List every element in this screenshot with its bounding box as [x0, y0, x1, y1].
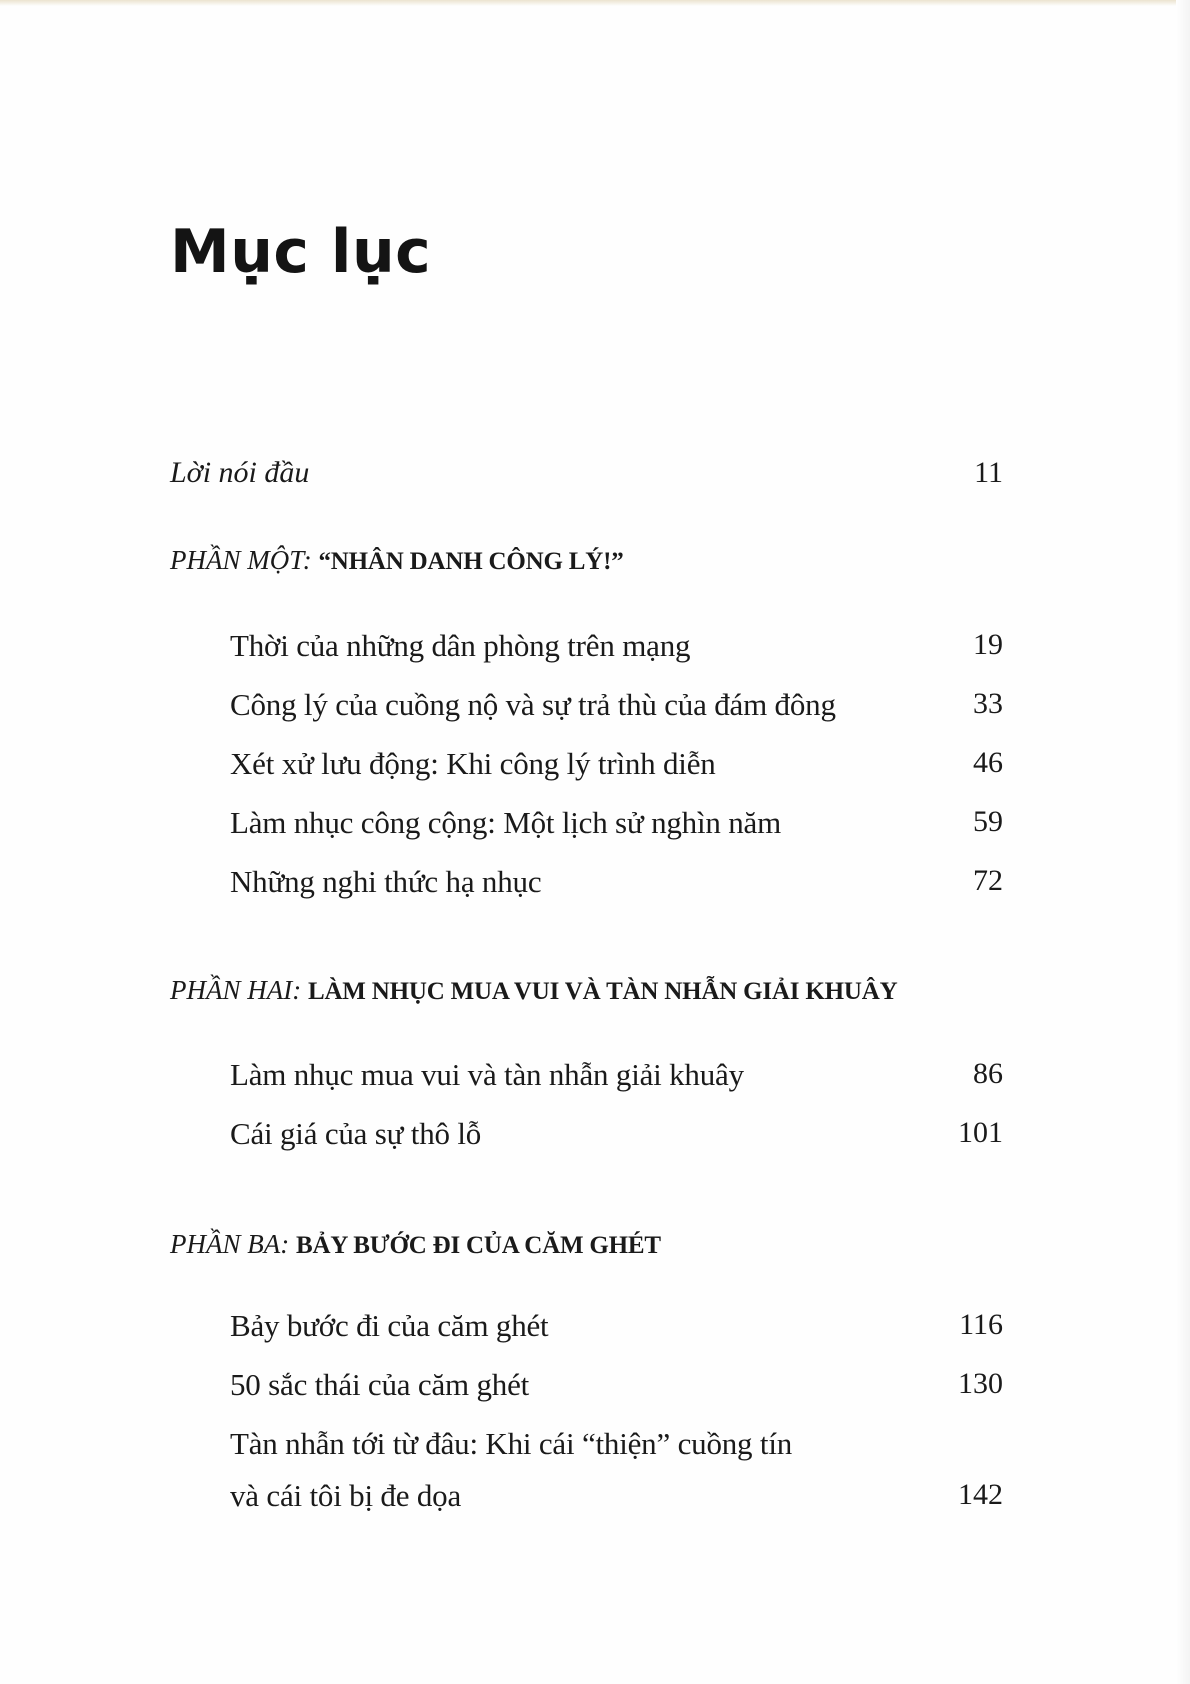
page-title: Mục lục: [170, 217, 432, 287]
toc-part-heading: [170, 975, 897, 1006]
toc-chapter-page: 101: [958, 1116, 1003, 1149]
toc-chapter-title: Cái giá của sự thô lỗ: [230, 1116, 482, 1151]
toc-chapter-title: Làm nhục công cộng: Một lịch sử nghìn năm: [230, 805, 782, 840]
part-label: PHẦN MỘT:: [170, 545, 312, 575]
toc-chapter-page: 19: [973, 628, 1003, 661]
toc-chapter-page: 86: [973, 1057, 1003, 1090]
toc-chapter-title: Công lý của cuồng nộ và sự trả thù của đám đông: [230, 687, 836, 722]
toc-chapter-title: Bảy bước đi của căm ghét: [230, 1308, 549, 1343]
toc-preface-title: Lời nói đầu: [170, 456, 310, 489]
toc-chapter-title: Xét xử lưu động: Khi công lý trình diễn: [230, 746, 716, 781]
toc-chapter-title: Thời của những dân phòng trên mạng: [230, 628, 691, 663]
toc-chapter-page: 33: [973, 687, 1003, 720]
toc-chapter-page: 46: [973, 746, 1003, 779]
toc-chapter-title: Tàn nhẫn tới từ đâu: Khi cái “thiện” cuồng tín: [230, 1426, 793, 1461]
toc-chapter-title: Làm nhục mua vui và tàn nhẫn giải khuây: [230, 1057, 744, 1092]
toc-chapter-title: 50 sắc thái của căm ghét: [230, 1367, 530, 1402]
part-name: BẢY BƯỚC ĐI CỦA CĂM GHÉT: [295, 1232, 661, 1259]
part-label: PHẦN BA:: [170, 1229, 290, 1259]
part-label: PHẦN HAI:: [170, 975, 302, 1005]
toc-chapter-page: 130: [958, 1367, 1003, 1400]
toc-part-heading: [170, 1229, 661, 1260]
toc-preface-page: 11: [974, 456, 1003, 489]
page-top-edge: [0, 0, 1190, 6]
page-right-edge: [1176, 0, 1190, 1684]
part-name: “NHÂN DANH CÔNG LÝ!”: [318, 548, 624, 575]
toc-chapter-page: 72: [973, 864, 1003, 897]
toc-chapter-title: Những nghi thức hạ nhục: [230, 864, 542, 899]
toc-chapter-page: 116: [959, 1308, 1003, 1341]
toc-chapter-title-continued: và cái tôi bị đe dọa: [230, 1478, 461, 1513]
toc-chapter-page: 142: [958, 1478, 1003, 1511]
part-name: LÀM NHỤC MUA VUI VÀ TÀN NHẪN GIẢI KHUÂY: [307, 978, 898, 1005]
toc-part-heading: [170, 545, 624, 576]
toc-chapter-page: 59: [973, 805, 1003, 838]
